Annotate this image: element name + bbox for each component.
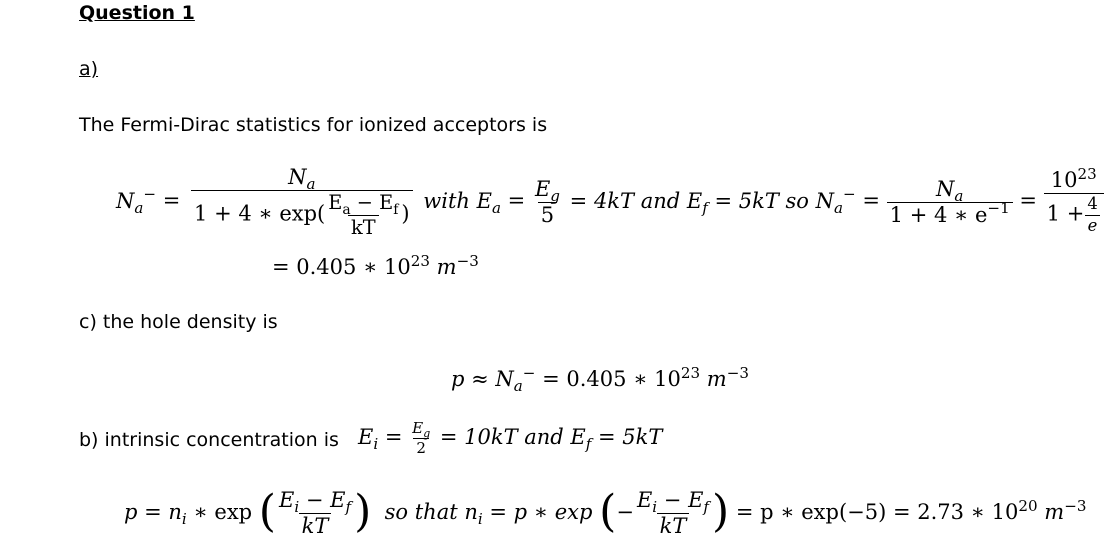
na-minus-lhs: $N_a^-$	[116, 185, 157, 217]
with-ea-label: with $E_a$	[423, 188, 501, 217]
exp-fraction-2: $\frac{E_i - E_f}{kT}$	[636, 488, 710, 538]
eg-over-2-fraction: $\frac{E_g}{2}$	[412, 419, 431, 458]
energy-values: = 4kT and $E_f = 5kT$ so $N_a^-$	[569, 185, 856, 217]
part-b-intro: b) intrinsic concentration is	[79, 429, 339, 451]
na-over-e-fraction: $\frac{N_a}{1 + 4 ∗ e^{-1}}$	[887, 179, 1013, 226]
part-c-intro: c) the hole density is	[79, 311, 278, 333]
equals-sign: =	[162, 188, 181, 213]
fermi-dirac-denominator: 1 + 4 ∗ exp( $\frac{E_a - E_f}{kT}$ )	[191, 190, 413, 237]
part-b-equation-2: $p = n_i$ ∗ exp ( $\frac{E_i - E_f}{kT}$ ) so that $n_i = p$ ∗ exp (− $\frac{E_i - E_f}{kT}$ ) = p ∗ exp(−5) = 2.73 ∗ $10^{20}$ $m^{-3}$	[124, 485, 1087, 538]
eg-over-5-fraction: $\frac{E_g}{5}$	[534, 176, 560, 227]
part-a-intro: The Fermi-Dirac statistics for ionized acceptors is	[79, 114, 548, 136]
exp-fraction-1: $\frac{E_i - E_f}{kT}$	[279, 488, 352, 538]
fermi-dirac-fraction	[191, 167, 413, 237]
part-a-equation: $N_a^-$ = $N_a$ 1 + 4 ∗ exp( $\frac{E_a - E_f}{kT}$ ) with $E_a$ = $\frac{E_g}{5}$ = 4kT and $E_f = 5kT$ so $N_a^-$ = $\frac{N_a}{1 + 4 ∗ e^{-1}}$ = $10^{23}$ 1 + $\frac{4}{e}$	[116, 167, 1104, 237]
exp-argument-fraction: $\frac{E_a - E_f}{kT}$	[328, 191, 399, 239]
part-a-label: a)	[79, 58, 99, 80]
part-c-equation: $p \approx N_a^- = 0.405$ ∗ $10^{23}$ $m^{-3}$	[451, 363, 749, 396]
part-b-equation-1: $E_i$ = $\frac{E_g}{2}$ = 10kT and $E_f = 5kT$	[358, 419, 663, 458]
fermi-dirac-numerator: $N_a$	[288, 165, 316, 194]
part-a-result: = 0.405 ∗ $10^{23}$ $m^{-3}$	[272, 251, 479, 279]
question-title: Question 1	[79, 2, 195, 24]
ten-to-23-fraction: $10^{23}$ 1 + $\frac{4}{e}$	[1044, 170, 1104, 234]
